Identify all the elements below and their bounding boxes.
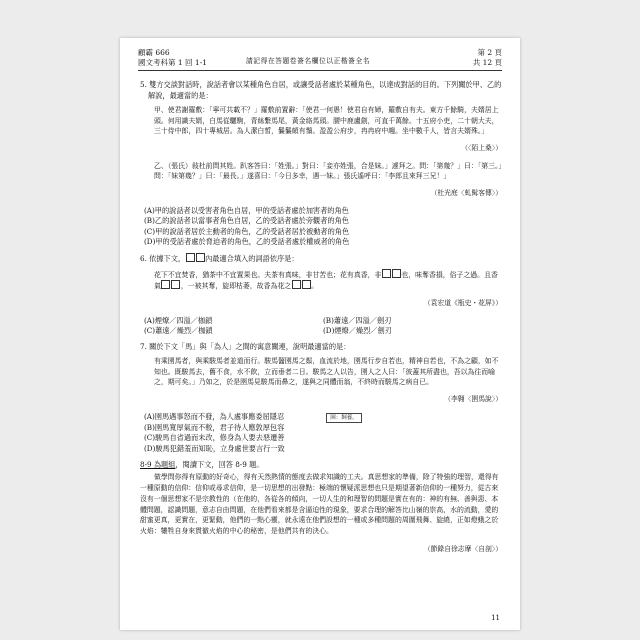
question-7-option-d: (D)駿馬犯錯羞而知恥，立身處世要言行一致 bbox=[144, 443, 285, 453]
exam-code: 顧霸 666 bbox=[138, 48, 170, 57]
question-7-passage: 有乘圉馬者，與乘駿馬者並道而行。駿馬齧圉馬之鬃，血流於地，圉馬行步自若也，精神自若也，不為之顧，如不知也。既駿馬去，舊不食，水不飲，立而垂者二日。駿馬之人以告，圉人之人曰：「彼蓋其所盡也，吾以為往而喻之，期可矣。」乃如之，於是圉馬見駿馬而鼻之，遂與之同體而翁，不終時而駿馬之病自已。 bbox=[154, 357, 499, 387]
question-7-option-c: (C)駿馬自省過而未改，修身為人要去惡遷善 bbox=[144, 433, 285, 443]
group-passage: 做學問你得有原動的好奇心，得有天然熱情的態度去做求知識的工夫。真思想家的準備，除了特強的理智，還得有一種原動的信仰：信仰或尋求信仰，是一切思想的出發點：極端的懷疑派思想也只是期望著新信仰的一種努力，從古來沒有一個思想家不是宗教性的（在他的，各從各的傾向，一切人生的和理智的問題是實在有的：神的有無、善與惡、本體問題，認識問題，意志自由問題，在他們看來都是含逼迫性的現象，要求合理的解答比山嶺的崇高，水的流動，愛的甜蜜更真，更實在，更緊動，他們的一點心靈，就永遠在他們設想的一種或多種問題的周圍飛舞、旋繞，正如燈蛾之於火焰：犧牲自身來貫徹火焰的中心的秘密，是他們共有的決心。 bbox=[140, 473, 499, 536]
questions-body bbox=[140, 80, 502, 561]
passage-part: 花下不宜焚香，猶茶中不宜置果也。夫茶有真味，非甘苦也；花有真香，非 bbox=[154, 270, 382, 279]
question-6-stem-start: 6. 依據下文， bbox=[140, 253, 186, 263]
header-divider bbox=[138, 70, 502, 71]
group-title-instruction: ，閱讀下文，回答 8-9 題。 bbox=[175, 459, 264, 469]
question-5-source-jia: （〈陌上桑〉） bbox=[461, 144, 502, 153]
blank-box bbox=[302, 280, 311, 289]
annotation-note: 圉：飼養。 bbox=[326, 413, 362, 423]
passage-part: 也，味奪香損，俗子之過。且香氣 bbox=[154, 270, 498, 290]
group-title bbox=[140, 460, 502, 471]
question-6-stem-end: 內最適合填入的詞語依序是： bbox=[205, 253, 299, 263]
page-number: 11 bbox=[491, 614, 500, 622]
question-7-stem: 7. 關於下文「馬」與「為人」之間的寓意關連，說明最適當的是： bbox=[140, 341, 351, 351]
question-7 bbox=[140, 342, 502, 455]
total-pages: 共 12 頁 bbox=[472, 58, 502, 67]
option-text: (A)圉馬遇事怒而不發，為人處事應委屈隱忍 bbox=[144, 411, 285, 421]
question-6-passage bbox=[140, 269, 502, 292]
question-7-option-a bbox=[140, 412, 502, 423]
blank-box bbox=[186, 253, 195, 262]
question-6-option-c: (C)蕭遠／燥烈／枷鎖 bbox=[144, 326, 213, 336]
question-5-option-d: (D)甲的受話者處於脅迫者的角色，乙的受話者處於權威者的角色 bbox=[144, 237, 350, 247]
header-instruction: 請記得在答題卷簽名欄位以正楷簽全名 bbox=[246, 57, 371, 65]
blank-box bbox=[171, 280, 180, 289]
blank-box bbox=[292, 280, 301, 289]
question-7-source: （李翱〈圉馬說〉） bbox=[444, 395, 502, 404]
question-5-source-yi: （杜光庭〈虬髯客傳〉） bbox=[430, 189, 502, 198]
question-5 bbox=[140, 80, 502, 248]
question-6 bbox=[140, 253, 502, 337]
question-5-stem: 5. 雙方交談對話時，說話者會以某種角色自居，或讓受話者處於某種角色，以達成對話的目的。下列關於甲、乙的解說，最適當的是： bbox=[140, 80, 502, 100]
question-5-option-b: (B)乙的說話者以當事者角色自居，乙的受話者處於旁觀者的角色 bbox=[144, 216, 349, 226]
question-group-8-9 bbox=[140, 460, 502, 555]
question-6-option-a: (A)煙燎／四溢／枷鎖 bbox=[144, 315, 213, 325]
header-left bbox=[138, 48, 207, 68]
passage-part: ，一被其奪，旋即枯萎，故香為花之 bbox=[180, 281, 292, 290]
group-source: （節錄自徐志摩〈自剖〉） bbox=[423, 544, 502, 553]
question-6-option-d: (D)煙燎／燥烈／劍刃 bbox=[323, 326, 392, 336]
exam-subject: 國文考科第 1 回 1-1 bbox=[138, 58, 208, 67]
question-6-option-b: (B)蕭遠／四溢／劍刃 bbox=[323, 315, 392, 325]
question-6-options bbox=[140, 316, 502, 337]
blank-box bbox=[392, 269, 401, 278]
passage-part: 。 bbox=[311, 281, 319, 290]
blank-box bbox=[196, 253, 205, 262]
question-5-option-a: (A)甲的說話者以受害者角色自居，甲的受話者處於加害者的角色 bbox=[144, 205, 349, 215]
question-5-text-yi: 乙、（張氏）敍杜前問其姓。趴客答曰：「姓張。」對曰：「妾亦姓張，合是妹。」遽拜之。問：「第幾？」曰：「第三。」問：「妹第幾？」曰：「最長。」遂喜曰：「今日多幸，遇一妹。」張氏遙呼曰：「李郎且來拜三兄！」 bbox=[154, 161, 502, 180]
group-title-label: 8-9 為題組 bbox=[140, 459, 176, 469]
blank-box bbox=[161, 280, 170, 289]
exam-page bbox=[120, 38, 520, 630]
question-5-option-c: (C)甲的說話者居於主動者的角色，乙的受話者居於被動者的角色 bbox=[144, 226, 350, 236]
question-6-source: （袁宏道《瓶史・花屏》） bbox=[423, 299, 502, 308]
question-7-option-b: (B)圉馬寬厚氣而不較，君子待人應敦厚包容 bbox=[144, 422, 285, 432]
blank-box bbox=[382, 269, 391, 278]
question-5-text-jia: 甲、使君謝羅敷：「寧可共載不？」羅敷前置辭：「使君一何愚！使君自有婦，羅敷自有夫。東方千餘騎，夫婿居上頭。何用識夫婿，白馬從驪駒，青絲繫馬尾，黃金絡馬頭。腰中鹿盧劍，可直千萬餘。十五府小吏，二十朝大夫，三十侍中郎，四十專城居。為人潔白皙，鬑鬑頗有鬚。盈盈公府步，冉冉府中趨。坐中數千人，皆言夫婿殊。」 bbox=[154, 106, 499, 135]
page-indicator: 第 2 頁 bbox=[477, 48, 502, 57]
question-6-stem bbox=[140, 253, 502, 265]
header-right bbox=[473, 48, 502, 68]
